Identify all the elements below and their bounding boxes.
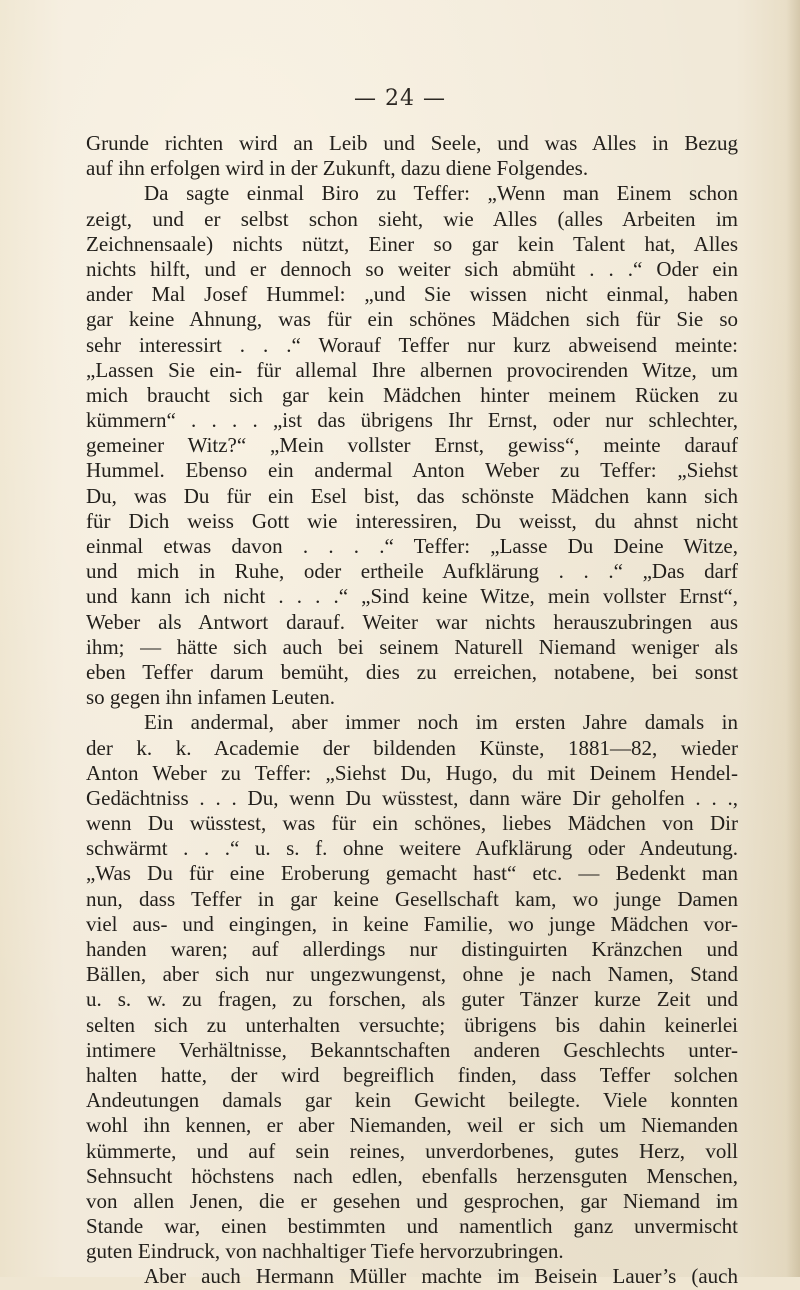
text-line: für Dich weiss Gott wie interessiren, Du weisst, du ahnst nicht: [86, 508, 738, 533]
text-line: nun, dass Teffer in gar keine Gesellschaft kam, wo junge Damen: [86, 886, 738, 911]
text-line: kümmerte, und auf sein reines, unverdorbenes, gutes Herz, voll: [86, 1138, 738, 1163]
text-line: und mich in Ruhe, oder ertheile Aufklärung . . .“ „Das darf: [86, 559, 738, 584]
text-line: sehr interessirt . . .“ Worauf Teffer nur kurz abweisend meinte:: [86, 332, 738, 357]
text-line: gar keine Ahnung, was für ein schönes Mädchen sich für Sie so: [86, 307, 738, 332]
page-edge-shadow: [786, 0, 800, 1277]
text-line: Weber als Antwort darauf. Weiter war nichts herauszubringen aus: [86, 609, 738, 634]
text-line: Sehnsucht höchstens nach edlen, ebenfalls herzensguten Menschen,: [86, 1163, 738, 1188]
text-line: nichts hilft, und er dennoch so weiter sich abmüht . . .“ Oder ein: [86, 256, 738, 281]
text-line: wohl ihn kennen, er aber Niemanden, weil er sich um Niemanden: [86, 1113, 738, 1138]
text-line: mich braucht sich gar kein Mädchen hinter meinem Rücken zu: [86, 382, 738, 407]
text-line: auf ihn erfolgen wird in der Zukunft, dazu diene Folgendes.: [86, 156, 589, 181]
text-line: Bällen, aber sich nur ungezwungenst, ohne je nach Namen, Stand: [86, 962, 738, 987]
text-line: „Was Du für eine Eroberung gemacht hast“ etc. — Bedenkt man: [86, 861, 738, 886]
text-line: Gedächtniss . . . Du, wenn Du wüsstest, dann wäre Dir geholfen . . .,: [86, 785, 738, 810]
text-line: Grunde richten wird an Leib und Seele, und was Alles in Bezug: [86, 131, 738, 155]
text-line: ihm; — hätte sich auch bei seinem Naturell Niemand weniger als: [86, 634, 738, 659]
text-line: guten Eindruck, von nachhaltiger Tiefe hervorzubringen.: [86, 1239, 564, 1264]
text-line: zeigt, und er selbst schon sieht, wie Alles (alles Arbeiten im: [86, 206, 738, 231]
text-line: u. s. w. zu fragen, zu forschen, als guter Tänzer kurze Zeit und: [86, 987, 738, 1012]
text-line: wenn Du wüsstest, was für ein schönes, liebes Mädchen von Dir: [86, 811, 738, 836]
text-line: der k. k. Academie der bildenden Künste, 1881—82, wieder: [86, 735, 738, 760]
text-line: eben Teffer darum bemüht, dies zu erreichen, notabene, bei sonst: [86, 659, 738, 684]
text-line: so gegen ihn infamen Leuten.: [86, 685, 336, 710]
text-line: halten hatte, der wird begreiflich finden, dass Teffer solchen: [86, 1062, 738, 1087]
text-line: Stande war, einen bestimmten und namentlich ganz unvermischt: [86, 1214, 738, 1239]
text-line: schwärmt . . .“ u. s. f. ohne weitere Aufklärung oder Andeutung.: [86, 836, 738, 861]
text-line: ander Mal Josef Hummel: „und Sie wissen nicht einmal, haben: [86, 282, 738, 307]
text-line: gemeiner Witz?“ „Mein vollster Ernst, gewiss“, meinte darauf: [86, 433, 738, 458]
text-line: Ein andermal, aber immer noch im ersten Jahre damals in: [144, 710, 738, 735]
text-line: kümmern“ . . . . „ist das übrigens Ihr Ernst, oder nur schlechter,: [86, 408, 738, 433]
text-line: Da sagte einmal Biro zu Teffer: „Wenn man Einem schon: [144, 181, 738, 206]
body-text: [86, 131, 738, 1290]
text-line: einmal etwas davon . . . .“ Teffer: „Lasse Du Deine Witze,: [86, 534, 738, 558]
text-line: handen waren; auf allerdings nur distinguirten Kränzchen und: [86, 937, 738, 961]
text-line: selten sich zu unterhalten versuchte; übrigens bis dahin keinerlei: [86, 1012, 738, 1037]
text-line: viel aus- und eingingen, in keine Familie, wo junge Mädchen vor-: [86, 911, 738, 936]
text-line: intimere Verhältnisse, Bekanntschaften anderen Geschlechts unter-: [86, 1037, 738, 1062]
text-line: Du, was Du für ein Esel bist, das schönste Mädchen kann sich: [86, 483, 738, 508]
page-number: — 24 —: [354, 86, 446, 111]
text-line: Andeutungen damals gar kein Gewicht beilegte. Viele konnten: [86, 1088, 738, 1113]
text-line: Aber auch Hermann Müller machte im Beisein Lauer’s (auch: [144, 1264, 738, 1289]
text-line: von allen Jenen, die er gesehen und gesprochen, gar Niemand im: [86, 1188, 738, 1213]
text-line: und kann ich nicht . . . .“ „Sind keine Witze, mein vollster Ernst“,: [86, 584, 738, 609]
text-line: „Lassen Sie ein- für allemal Ihre albernen provocirenden Witze, um: [86, 357, 738, 382]
text-line: Zeichnensaale) nichts nützt, Einer so gar kein Talent hat, Alles: [86, 231, 738, 256]
text-line: Hummel. Ebenso ein andermal Anton Weber zu Teffer: „Siehst: [86, 458, 738, 483]
text-line: Anton Weber zu Teffer: „Siehst Du, Hugo, du mit Deinem Hendel-: [86, 760, 738, 785]
